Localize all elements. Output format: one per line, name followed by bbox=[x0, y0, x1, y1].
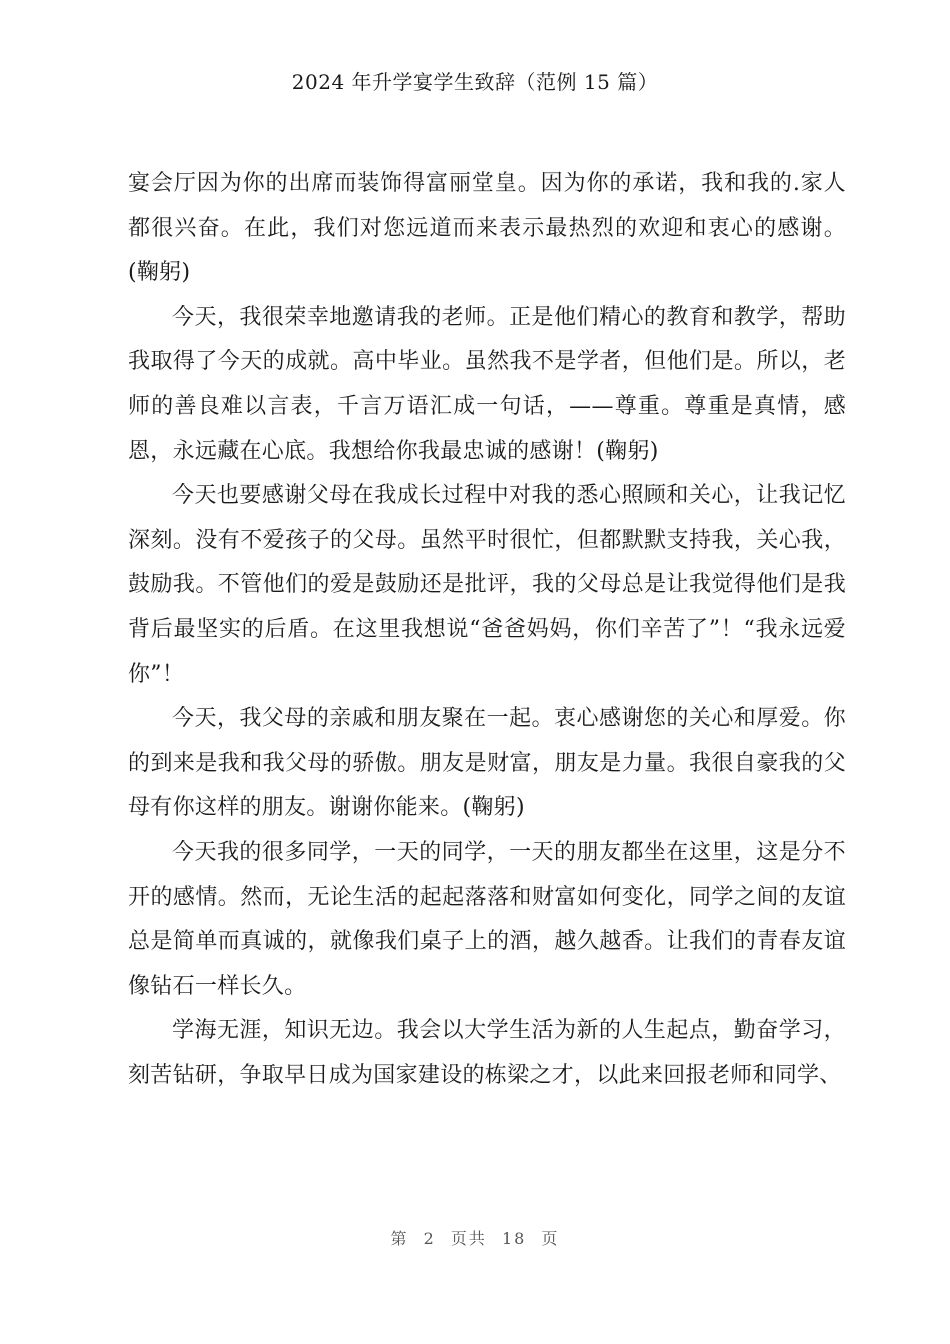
page-number: 第 2 页共 18 页 bbox=[390, 1229, 560, 1248]
document-title: 2024 年升学宴学生致辞（范例 15 篇） bbox=[291, 70, 659, 94]
paragraph-2: 今天，我很荣幸地邀请我的老师。正是他们精心的教育和教学，帮助我取得了今天的成就。高中毕业。虽然我不是学者，但他们是。所以，老师的善良难以言表，千言万语汇成一句话，——尊重。尊重是真情，感恩，永远藏在心底。我想给你我最忠诚的感谢！(鞠躬) bbox=[128, 304, 846, 464]
paragraph-6: 学海无涯，知识无边。我会以大学生活为新的人生起点，勤奋学习，刻苦钻研，争取早日成为国家建设的栋梁之才，以此来回报老师和同学、 bbox=[128, 1018, 846, 1088]
paragraph-1: 宴会厅因为你的出席而装饰得富丽堂皇。因为你的承诺，我和我的.家人都很兴奋。在此，我们对您远道而来表示最热烈的欢迎和衷心的感谢。(鞠躬) bbox=[128, 171, 846, 286]
document-body bbox=[128, 162, 846, 1098]
paragraph-4: 今天，我父母的亲戚和朋友聚在一起。衷心感谢您的关心和厚爱。你的到来是我和我父母的骄傲。朋友是财富，朋友是力量。我很自豪我的父母有你这样的朋友。谢谢你能来。(鞠躬) bbox=[128, 706, 846, 821]
paragraph-3: 今天也要感谢父母在我成长过程中对我的悉心照顾和关心，让我记忆深刻。没有不爱孩子的父母。虽然平时很忙，但都默默支持我，关心我，鼓励我。不管他们的爱是鼓励还是批评，我的父母总是让我觉得他们是我背后最坚实的后盾。在这里我想说“爸爸妈妈，你们辛苦了”！“我永远爱你”！ bbox=[128, 483, 846, 687]
paragraph-5: 今天我的很多同学，一天的同学，一天的朋友都坐在这里，这是分不开的感情。然而，无论生活的起起落落和财富如何变化，同学之间的友谊总是简单而真诚的，就像我们桌子上的酒，越久越香。让我们的青春友谊像钻石一样长久。 bbox=[128, 839, 846, 999]
